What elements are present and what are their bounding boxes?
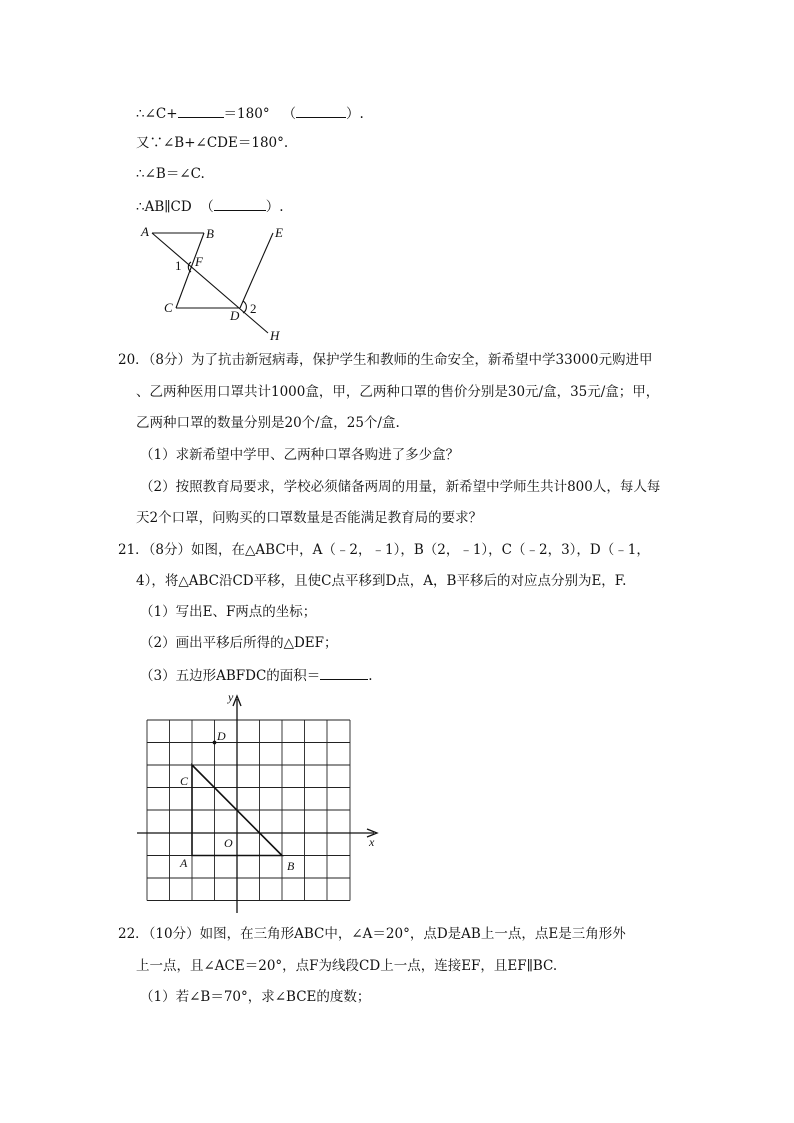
q21-sub-2: （2）画出平移后所得的△DEF； — [140, 635, 338, 651]
point-label-a: A — [180, 856, 188, 870]
q21-line-1: 21．（8分）如图，在△ABC中，A（﹣2，﹣1），B（2，﹣1），C（﹣2，3），D（﹣1， — [118, 542, 650, 558]
q21-sub-3: （3）五边形ABFDC的面积＝ . — [140, 665, 373, 685]
label-e: E — [275, 225, 283, 240]
q19-step-1: ∴∠C+ ＝180° （ ）. — [136, 103, 364, 123]
label-c: C — [164, 300, 173, 315]
q20-line-3: 乙两种口罩的数量分别是20个/盒，25个/盒. — [136, 415, 400, 431]
q20-line-1: 20．（8分）为了抗击新冠病毒，保护学生和教师的生命安全，新希望中学33000元购进甲 — [118, 352, 653, 368]
label-b: B — [206, 226, 214, 241]
q19-step-3: ∴∠B＝∠C. — [136, 166, 205, 182]
q22-line-2: 上一点，且∠ACE＝20°，点F为线段CD上一点，连接EF，且EF∥BC. — [136, 958, 558, 974]
label-f: F — [195, 254, 203, 269]
label-angle-1: 1 — [175, 258, 182, 273]
q20-sub-2-cont: 天2个口罩，问购买的口罩数量是否能满足教育局的要求？ — [136, 510, 483, 526]
q19-step-4: ∴AB∥CD （ ）. — [136, 196, 284, 216]
point-label-c: C — [180, 774, 189, 788]
origin-label: O — [224, 836, 233, 850]
q22-sub-1: （1）若∠B＝70°，求∠BCE的度数； — [140, 989, 371, 1005]
q20-sub-2: （2）按照教育局要求，学校必须储备两周的用量，新希望中学师生共计800人，每人每 — [140, 479, 661, 495]
label-angle-2: 2 — [250, 301, 257, 316]
q20-sub-1: （1）求新希望中学甲、乙两种口罩各购进了多少盒？ — [140, 447, 460, 463]
axis-label-x: x — [369, 835, 375, 849]
q20-line-2: 、乙两种医用口罩共计1000盒，甲，乙两种口罩的售价分别是30元/盒，35元/盒；甲， — [136, 384, 660, 400]
q21-line-2: 4），将△ABC沿CD平移，且使C点平移到D点，A，B平移后的对应点分别为E，F. — [136, 573, 627, 589]
label-d: D — [230, 308, 240, 323]
q19-step-2: 又∵∠B+∠CDE＝180°. — [136, 135, 289, 151]
q22-line-1: 22．（10分）如图，在三角形ABC中，∠A＝20°，点D是AB上一点，点E是三角形外 — [118, 926, 626, 942]
point-label-d: D — [217, 729, 226, 743]
point-label-b: B — [287, 859, 295, 873]
label-h: H — [270, 328, 280, 343]
label-a: A — [141, 224, 149, 239]
axis-label-y: y — [228, 690, 234, 704]
point-d — [213, 741, 215, 743]
q21-sub-1: （1）写出E、F两点的坐标； — [140, 604, 317, 620]
